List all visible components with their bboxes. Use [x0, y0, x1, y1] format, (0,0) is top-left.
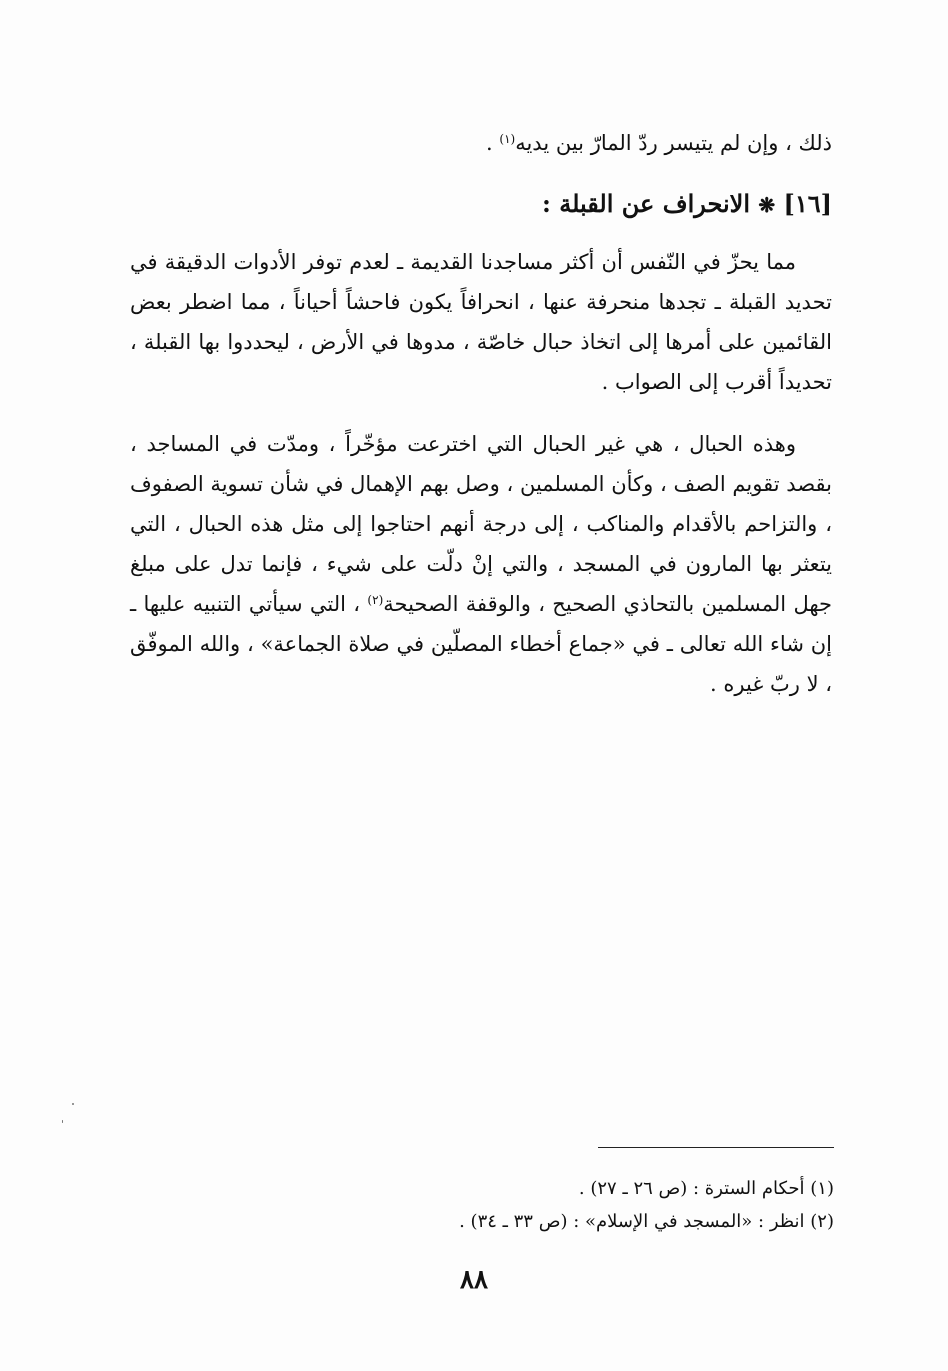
- continuation-end: .: [486, 131, 500, 155]
- scan-speck: [72, 1103, 74, 1105]
- continuation-text: ذلك ، وإن لم يتيسر ردّ المارّ بين يديه: [515, 131, 832, 155]
- paragraph-1: [130, 242, 832, 402]
- scan-speck: [62, 1120, 63, 1123]
- footnote-ref-2[interactable]: (٢): [367, 593, 384, 607]
- paragraph-2: [130, 424, 832, 704]
- section-heading: [130, 184, 832, 225]
- section-title: الانحراف عن القبلة :: [542, 189, 751, 218]
- paragraph-2-text-b: ، التي سيأتي التنبيه عليها ـ إن شاء الله تعالى ـ في «جماع أخطاء المصلّين في صلاة الجماعة» ، والله الموفّق ، لا ربّ غيره .: [130, 592, 832, 696]
- paragraph-1-text: مما يحزّ في النّفس أن أكثر مساجدنا القديمة ـ لعدم توفر الأدوات الدقيقة في تحديد القبلة ـ تجدها منحرفة عنها ، انحرافاً يكون فاحشاً أحياناً ، مما اضطر بعض القائمين على أمرها إلى اتخاذ حبال خاصّة ، مدوها في الأرض ، ليحددوا بها القبلة ، تحديداً أقرب إلى الصواب .: [130, 250, 832, 394]
- footnotes: [400, 1172, 834, 1238]
- page-number: ٨٨: [460, 1265, 488, 1295]
- continuation-line: [130, 124, 832, 162]
- footnote-separator: [598, 1147, 834, 1148]
- footnote-ref-1[interactable]: (١): [499, 132, 516, 146]
- paragraph-2-text-a: وهذه الحبال ، هي غير الحبال التي اخترعت مؤخّراً ، ومدّت في المساجد ، بقصد تقويم الصف ، وكأن المسلمين ، وصل بهم الإهمال في شأن تسوية الصفوف ، والتزاحم بالأقدام والمناكب ، إلى درجة أنهم احتاجوا إلى مثل هذه الحبال ، التي يتعثر بها المارون في المسجد ، والتي إنْ دلّت على شيء ، فإنما تدل على مبلغ جهل المسلمين بالتحاذي الصحيح ، والوقفة الصحيحة: [130, 432, 833, 616]
- section-number: [١٦]: [783, 189, 832, 218]
- footnote-2: (٢) انظر : «المسجد في الإسلام» : (ص ٣٣ ـ ٣٤) .: [459, 1211, 834, 1232]
- star-ornament-icon: ❋: [758, 193, 776, 217]
- footnote-1: (١) أحكام السترة : (ص ٢٦ ـ ٢٧) .: [578, 1178, 834, 1199]
